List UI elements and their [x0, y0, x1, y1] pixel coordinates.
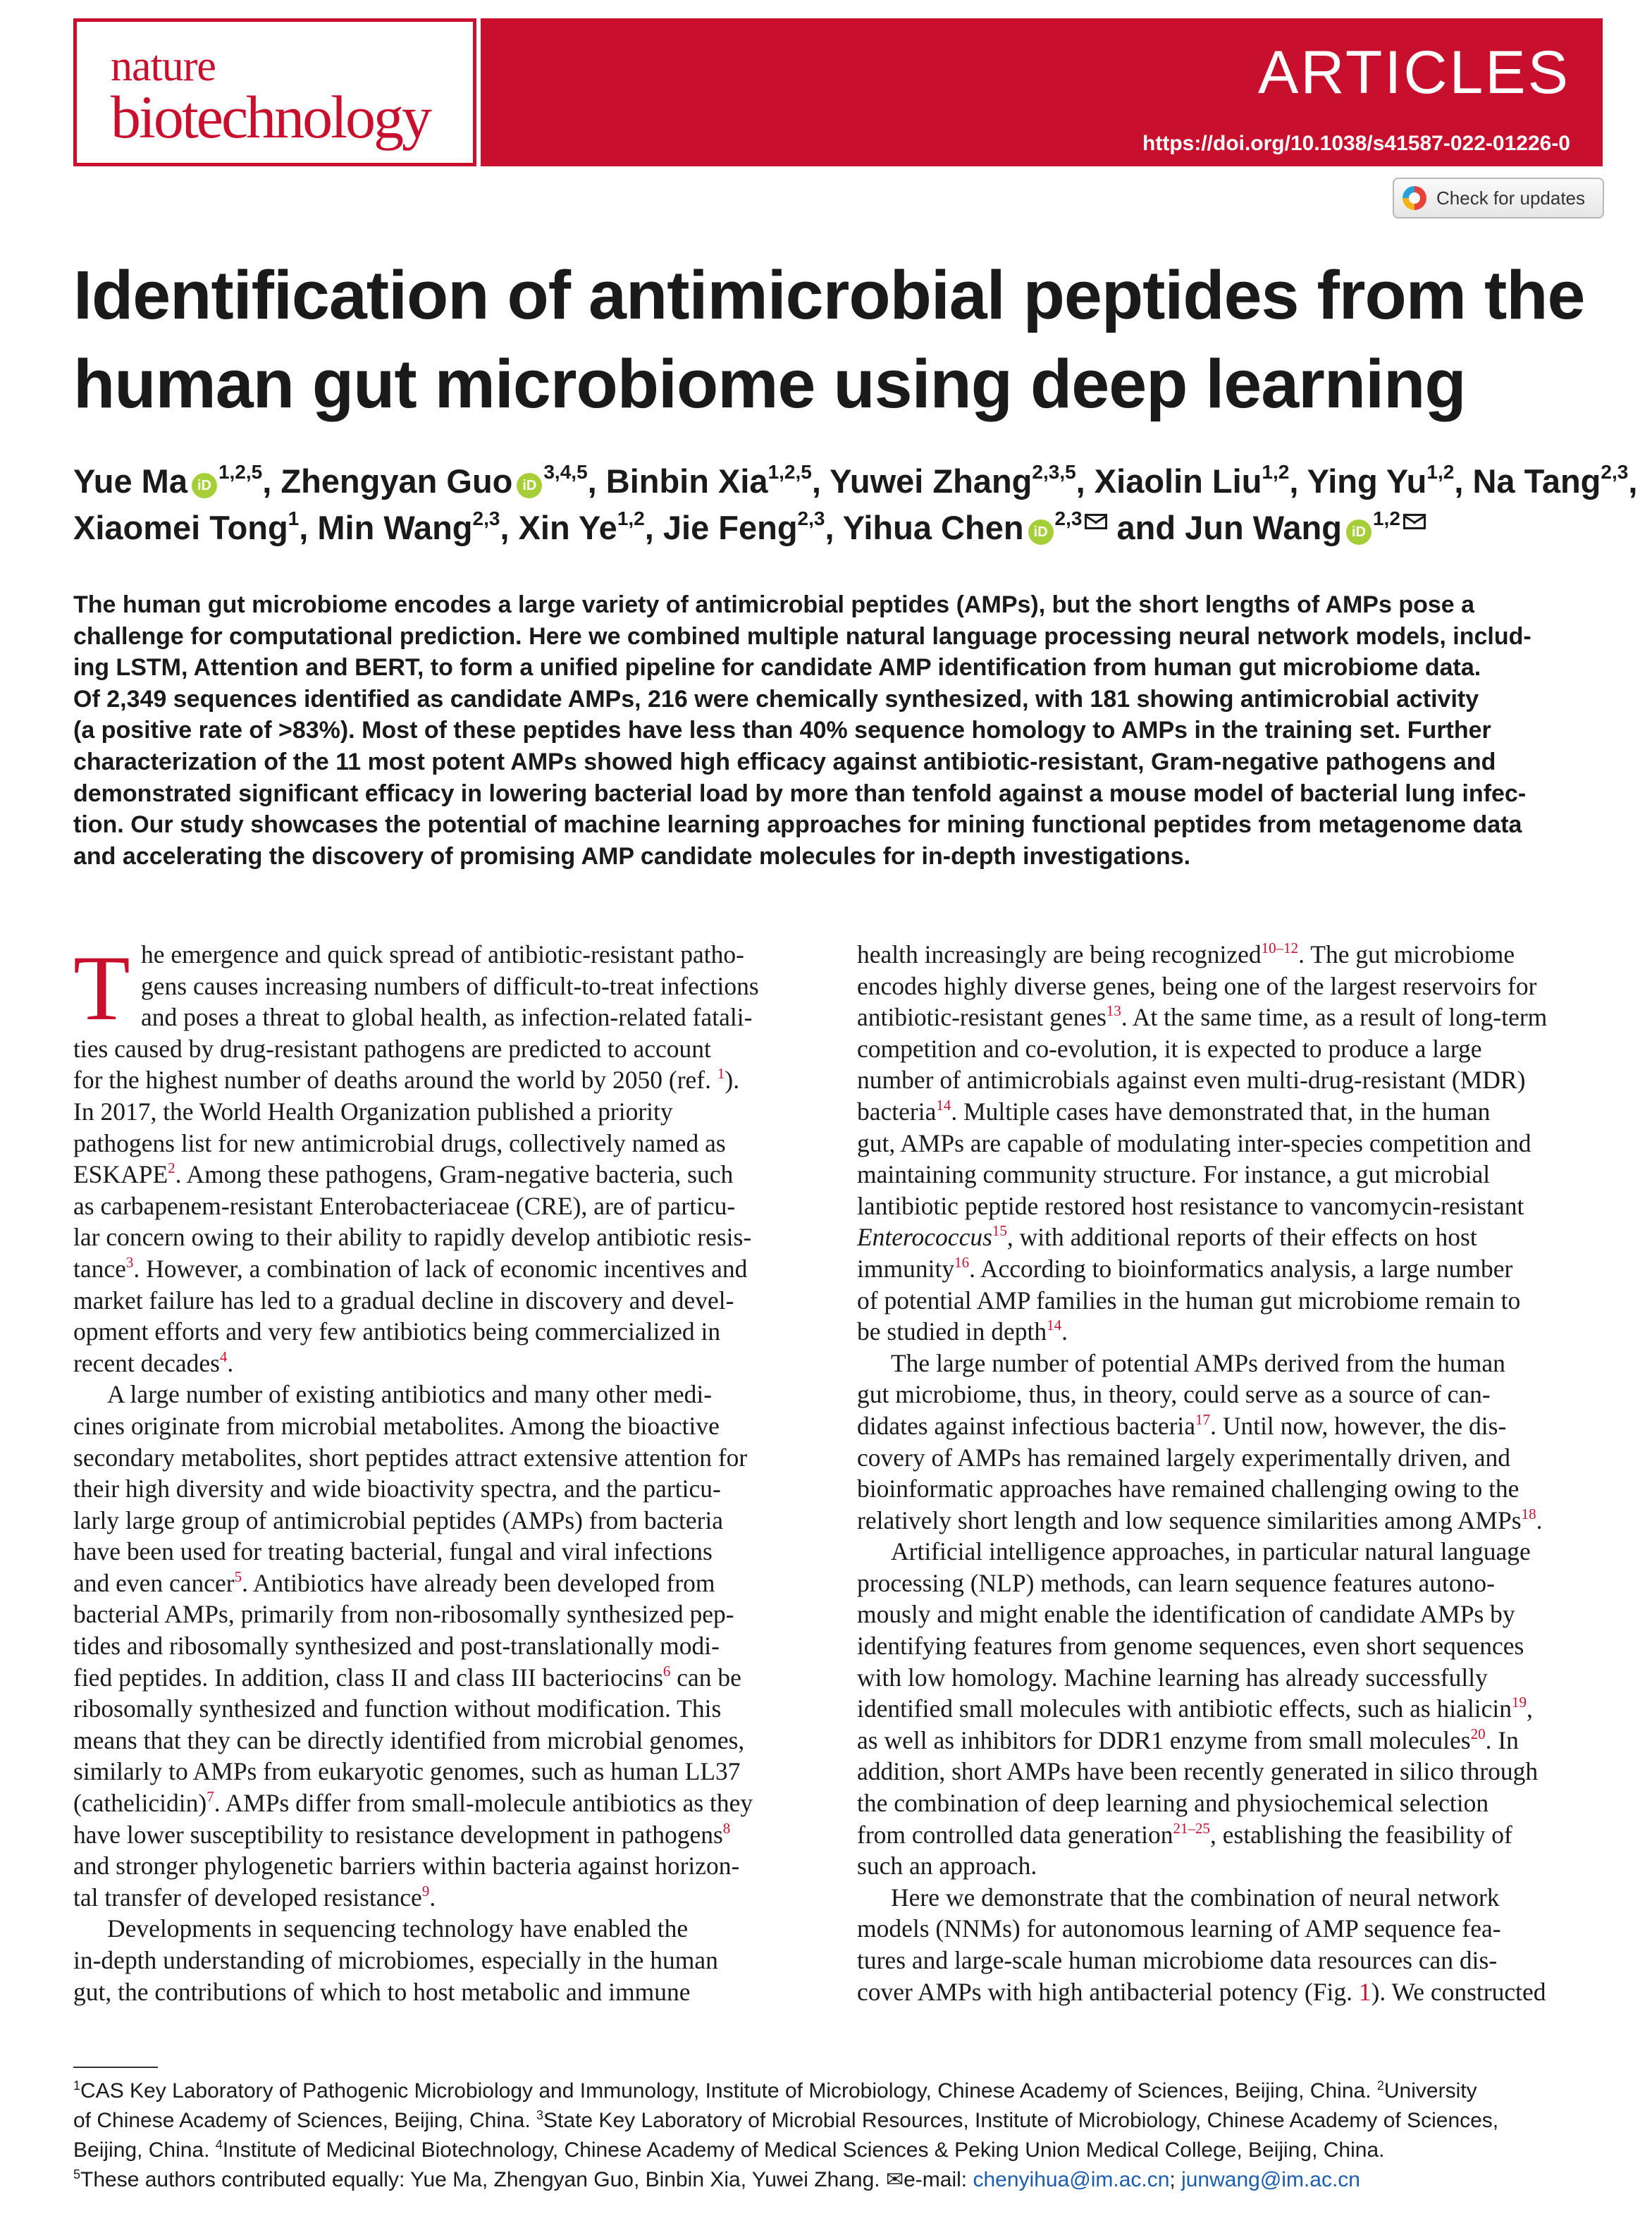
figure-link[interactable]: 1 [1358, 1977, 1371, 2006]
body-line: covery of AMPs has remained largely experimentally driven, and [857, 1443, 1511, 1472]
orcid-icon[interactable]: iD [1028, 519, 1054, 545]
reference-link[interactable]: 7 [207, 1788, 214, 1806]
body-line: means that they can be directly identified from microbial genomes, [73, 1725, 745, 1754]
reference-link[interactable]: 14 [1047, 1317, 1062, 1334]
abstract-line: characterization of the 11 most potent AMPs showed high efficacy against antibiotic-resistant, Gram-negative pathogens and [73, 748, 1496, 775]
author-separator: and [1107, 509, 1185, 546]
author-name: Yue Ma [73, 462, 187, 500]
author-separator: , [262, 462, 281, 500]
body-line: relatively short length and low sequence similarities among AMPs$^{18}$. [857, 1505, 1543, 1534]
author-separator: , [1289, 462, 1307, 500]
author-affiliation-marks: 2,3,5 [1032, 461, 1076, 483]
author-name: Jun Wang [1185, 509, 1342, 546]
author[interactable] [317, 509, 500, 546]
author-name: Ying Yu [1307, 462, 1427, 500]
body-line: number of antimicrobials against even multi-drug-resistant (MDR) [857, 1066, 1526, 1095]
section-label: ARTICLES [1258, 39, 1570, 106]
author-name: Xin Ye [518, 509, 617, 546]
affiliation-mark: 3 [536, 2108, 544, 2122]
body-line: identifying features from genome sequences, even short sequences [857, 1632, 1524, 1661]
affiliation-line: $^1$CAS Key Laboratory of Pathogenic Microbiology and Immunology, Institute of Microbiology, Chinese Academy of Sciences, Beijing, China. $^2$University [73, 2079, 1477, 2103]
affiliations [73, 2076, 1610, 2195]
author-separator: , [500, 509, 519, 546]
author-name: Yuwei Zhang [830, 462, 1032, 500]
author-affiliation-marks: 1,2 [617, 507, 645, 529]
author-list [73, 458, 1638, 551]
author[interactable] [843, 509, 1108, 546]
journal-name-line2: biotechnology [111, 83, 431, 151]
author-affiliation-marks: 2,3 [1601, 461, 1629, 483]
author-separator: , [1075, 462, 1095, 500]
reference-link[interactable]: 20 [1470, 1725, 1486, 1742]
body-line: be studied in depth$^{14}$. [857, 1317, 1068, 1346]
body-line: bacteria$^{14}$. Multiple cases have demonstrated that, in the human [857, 1096, 1491, 1126]
reference-link[interactable]: 15 [992, 1222, 1007, 1240]
body-line: of potential AMP families in the human gut microbiome remain to [857, 1286, 1521, 1315]
body-line: identified small molecules with antibiotic effects, such as hialicin$^{19}$, [857, 1694, 1533, 1723]
reference-link[interactable]: 13 [1106, 1002, 1121, 1020]
body-column-right [857, 939, 1607, 2007]
reference-link[interactable]: 4 [219, 1348, 228, 1365]
affiliation-line: of Chinese Academy of Sciences, Beijing, China. $^3$State Key Laboratory of Microbial Resources, Institute of Microbiology, Chinese Academy of Sciences, [73, 2108, 1499, 2132]
check-for-updates-button[interactable] [1393, 178, 1604, 218]
body-line: Artificial intelligence approaches, in particular natural language [891, 1537, 1531, 1566]
body-line: recent decades$^4$. [73, 1348, 234, 1377]
doi-link[interactable]: https://doi.org/10.1038/s41587-022-01226-0 [1142, 132, 1570, 155]
body-line: mously and might enable the identification of candidate AMPs by [857, 1600, 1515, 1629]
author-name: Binbin Xia [605, 462, 768, 500]
author[interactable] [73, 509, 299, 546]
body-line: market failure has led to a gradual decline in discovery and devel- [73, 1286, 734, 1315]
author-affiliation-marks: 1,2,5 [218, 461, 263, 483]
abstract-line: demonstrated significant efficacy in lowering bacterial load by more than tenfold against a mouse model of bacterial lung infec- [73, 780, 1527, 807]
body-line: (cathelicidin)$^7$. AMPs differ from small-molecule antibiotics as they [73, 1788, 753, 1818]
author-affiliation-marks: 3,4,5 [543, 461, 588, 483]
author-separator: , [1454, 462, 1473, 500]
body-line: in-depth understanding of microbiomes, especially in the human [73, 1946, 718, 1974]
author-name: Jie Feng [662, 509, 798, 546]
body-line: gut microbiome, thus, in theory, could serve as a source of can- [857, 1380, 1491, 1409]
body-line: such an approach. [857, 1852, 1037, 1880]
body-line: opment efforts and very few antibiotics being commercialized in [73, 1317, 721, 1346]
body-line: tures and large-scale human microbiome data resources can dis- [857, 1946, 1498, 1974]
body-line: have lower susceptibility to resistance development in pathogens$^8$ [73, 1819, 731, 1849]
body-line: lantibiotic peptide restored host resistance to vancomycin-resistant [857, 1191, 1524, 1220]
body-line: ESKAPE$^2$. Among these pathogens, Gram-negative bacteria, such [73, 1159, 734, 1189]
body-line: secondary metabolites, short peptides attract extensive attention for [73, 1443, 748, 1472]
author-separator: , [811, 462, 830, 500]
body-line: and even cancer$^5$. Antibiotics have already been developed from [73, 1568, 715, 1597]
author[interactable] [663, 509, 825, 546]
reference-link[interactable]: 2 [168, 1159, 175, 1177]
body-line: The large number of potential AMPs derived from the human [891, 1348, 1505, 1377]
header-bar [481, 18, 1603, 166]
reference-link[interactable]: 18 [1521, 1505, 1536, 1522]
author-name: Na Tang [1472, 462, 1601, 500]
reference-link[interactable]: 6 [662, 1662, 671, 1680]
body-line: their high diversity and wide bioactivity spectra, and the particu- [73, 1475, 721, 1503]
email-icon[interactable] [1403, 514, 1426, 529]
author-affiliation-marks: 1,2 [1372, 507, 1400, 529]
body-line: didates against infectious bacteria$^{17}$. Until now, however, the dis- [857, 1410, 1507, 1440]
crossmark-icon [1403, 186, 1426, 210]
body-line: bacterial AMPs, primarily from non-ribosomally synthesized pep- [73, 1600, 734, 1629]
abstract-line: Of 2,349 sequences identified as candidate AMPs, 216 were chemically synthesized, with 181 showing antimicrobial activity [73, 685, 1479, 713]
author[interactable] [281, 462, 587, 500]
orcid-icon[interactable]: iD [192, 473, 217, 498]
body-line: Developments in sequencing technology have enabled the [107, 1914, 689, 1943]
reference-link[interactable]: 16 [954, 1253, 970, 1271]
reference-link[interactable]: 10–12 [1261, 940, 1299, 956]
reference-link[interactable]: 14 [936, 1096, 951, 1114]
body-line: lar concern owing to their ability to rapidly develop antibiotic resis- [73, 1223, 752, 1252]
body-column-left [73, 936, 823, 2007]
abstract-line: challenge for computational prediction. Here we combined multiple natural language processing neural network models, includ- [73, 622, 1531, 650]
body-line: with low homology. Machine learning has already successfully [857, 1663, 1488, 1692]
body-line: cines originate from microbial metabolites. Among the bioactive [73, 1411, 720, 1440]
author-separator: , [587, 462, 606, 500]
email-icon[interactable] [1085, 514, 1107, 529]
body-line: for the highest number of deaths around the world by 2050 (ref. $^1$). [73, 1065, 740, 1095]
author-name: Xiaolin Liu [1094, 462, 1262, 500]
body-line: models (NNMs) for autonomous learning of AMP sequence fea- [857, 1914, 1501, 1943]
body-line: encodes highly diverse genes, being one of the largest reservoirs for [857, 971, 1537, 1000]
drop-cap: T [73, 936, 130, 1040]
abstract-line: and accelerating the discovery of promising AMP candidate molecules for in-depth investigations. [73, 842, 1191, 870]
body-line: maintaining community structure. For instance, a gut microbial [857, 1160, 1491, 1189]
body-line: as well as inhibitors for DDR1 enzyme from small molecules$^{20}$. In [857, 1725, 1519, 1754]
reference-link[interactable]: 17 [1195, 1410, 1211, 1428]
author[interactable] [830, 462, 1076, 500]
author[interactable] [1185, 509, 1426, 546]
species-name: Enterococcus [857, 1223, 992, 1252]
body-line: Enterococcus$^{15}$, with additional reports of their effects on host [857, 1222, 1477, 1252]
author[interactable] [1095, 462, 1290, 500]
reference-link[interactable]: 8 [722, 1819, 731, 1837]
author-separator: , [299, 509, 318, 546]
author[interactable] [1472, 462, 1628, 500]
body-line: similarly to AMPs from eukaryotic genomes, such as human LL37 [73, 1757, 741, 1786]
abstract-line: (a positive rate of >83%). Most of these peptides have less than 40% sequence homology to AMPs in the training set. Further [73, 717, 1491, 744]
body-line: tides and ribosomally synthesized and post-translationally modi- [73, 1632, 720, 1661]
body-line: the combination of deep learning and physiochemical selection [857, 1789, 1489, 1818]
reference-link[interactable]: 3 [125, 1253, 134, 1271]
author-line [73, 458, 1638, 505]
affiliation-line: Beijing, China. $^4$Institute of Medicinal Biotechnology, Chinese Academy of Medical Sciences & Peking Union Medical College, Beijing, China. [73, 2138, 1385, 2162]
author[interactable] [73, 462, 262, 500]
body-line: from controlled data generation$^{21-25}$, establishing the feasibility of [857, 1819, 1512, 1849]
body-line: pathogens list for new antimicrobial drugs, collectively named as [73, 1128, 726, 1157]
abstract-line: The human gut microbiome encodes a large variety of antimicrobial peptides (AMPs), but the short lengths of AMPs pose a [73, 591, 1475, 618]
abstract-line: ing LSTM, Attention and BERT, to form a unified pipeline for candidate AMP identification from human gut microbiome data. [73, 654, 1481, 682]
author-name: Min Wang [317, 509, 473, 546]
body-line: competition and co-evolution, it is expected to produce a large [857, 1034, 1482, 1063]
reference-link[interactable]: 19 [1512, 1694, 1527, 1711]
affiliation-mark: 2 [1376, 2079, 1384, 2093]
body-line: A large number of existing antibiotics and many other medi- [107, 1380, 713, 1409]
author[interactable] [519, 509, 645, 546]
body-line: fied peptides. In addition, class II and class III bacteriocins$^6$ can be [73, 1662, 741, 1692]
reference-link[interactable]: 9 [421, 1882, 430, 1900]
author-affiliation-marks: 1,2 [1262, 461, 1290, 483]
body-line: In 2017, the World Health Organization published a priority [73, 1097, 673, 1126]
author-separator: , [825, 509, 843, 546]
author-line [73, 505, 1610, 551]
journal-logo[interactable] [73, 18, 476, 166]
abstract-line: tion. Our study showcases the potential of machine learning approaches for mining functional peptides from metagenome data [73, 811, 1522, 839]
email-link[interactable]: junwang@im.ac.cn [1181, 2168, 1360, 2191]
body-line: as carbapenem-resistant Enterobacteriaceae (CRE), are of particu- [73, 1191, 736, 1220]
affiliation-line: $^5$These authors contributed equally: Yue Ma, Zhengyan Guo, Binbin Xia, Yuwei Zhang. ✉e-mail: chenyihua@im.ac.cn; junwang@im.ac.cn [73, 2167, 1360, 2191]
affiliation-mark: 5 [73, 2167, 81, 2181]
body-line: larly large group of antimicrobial peptides (AMPs) from bacteria [73, 1506, 724, 1534]
affiliation-mark: 4 [215, 2138, 223, 2152]
author[interactable] [606, 462, 812, 500]
body-line: tance$^3$. However, a combination of lack of economic incentives and [73, 1253, 748, 1283]
orcid-icon[interactable]: iD [517, 473, 542, 498]
reference-link[interactable]: 5 [234, 1568, 242, 1585]
body-line: health increasingly are being recognized$^{10-12}$. The gut microbiome [857, 940, 1515, 968]
abstract [73, 589, 1607, 872]
author-affiliation-marks: 2,3 [797, 507, 825, 529]
body-line: gut, AMPs are capable of modulating inter-species competition and [857, 1128, 1531, 1157]
body-line: tal transfer of developed resistance$^9$. [73, 1882, 436, 1912]
footer-divider [73, 2067, 158, 2068]
body-line: have been used for treating bacterial, fungal and viral infections [73, 1537, 713, 1566]
author-affiliation-marks: 1,2,5 [768, 461, 812, 483]
body-line: gens causes increasing numbers of difficult-to-treat infections [141, 971, 759, 1000]
body-line: and poses a threat to global health, as infection-related fatali- [141, 1003, 753, 1032]
body-line: ribosomally synthesized and function without modification. This [73, 1694, 722, 1723]
author-separator: , [644, 509, 663, 546]
check-for-updates-label: Check for updates [1436, 187, 1586, 209]
body-line: Here we demonstrate that the combination of neural network [891, 1883, 1500, 1912]
orcid-icon[interactable]: iD [1346, 519, 1371, 545]
title-line: Identification of antimicrobial peptides from the [73, 257, 1585, 333]
article-title [73, 251, 1603, 429]
journal-name-line1: nature [111, 42, 216, 90]
body-line: cover AMPs with high antibacterial potency (Fig. 1). We constructed [857, 1977, 1546, 2006]
body-line: gut, the contributions of which to host metabolic and immune [73, 1977, 691, 2006]
author[interactable] [1307, 462, 1455, 500]
body-line: antibiotic-resistant genes$^{13}$. At the same time, as a result of long-term [857, 1002, 1548, 1032]
title-line: human gut microbiome using deep learning [73, 345, 1466, 422]
author-affiliation-marks: 2,3 [1054, 507, 1083, 529]
affiliation-mark: 1 [73, 2079, 81, 2093]
body-line: addition, short AMPs have been recently generated in silico through [857, 1757, 1539, 1786]
reference-link[interactable]: 1 [717, 1065, 725, 1083]
reference-link[interactable]: 21–25 [1173, 1819, 1210, 1837]
author-affiliation-marks: 1 [288, 507, 300, 529]
author-name: Zhengyan Guo [281, 462, 513, 500]
author-affiliation-marks: 2,3 [472, 507, 500, 529]
author-affiliation-marks: 1,2 [1426, 461, 1455, 483]
body-line: immunity$^{16}$. According to bioinformatics analysis, a large number [857, 1253, 1513, 1283]
body-line: ties caused by drug-resistant pathogens are predicted to account [73, 1034, 711, 1063]
body-line: processing (NLP) methods, can learn sequence features autono- [857, 1568, 1495, 1597]
author-separator: , [1628, 462, 1638, 500]
body-line: bioinformatic approaches have remained challenging owing to the [857, 1475, 1520, 1503]
author-name: Xiaomei Tong [73, 509, 288, 546]
body-line: and stronger phylogenetic barriers within bacteria against horizon- [73, 1852, 740, 1880]
body-line: he emergence and quick spread of antibiotic-resistant patho- [141, 940, 744, 968]
email-link[interactable]: chenyihua@im.ac.cn [973, 2168, 1170, 2191]
author-name: Yihua Chen [842, 509, 1024, 546]
